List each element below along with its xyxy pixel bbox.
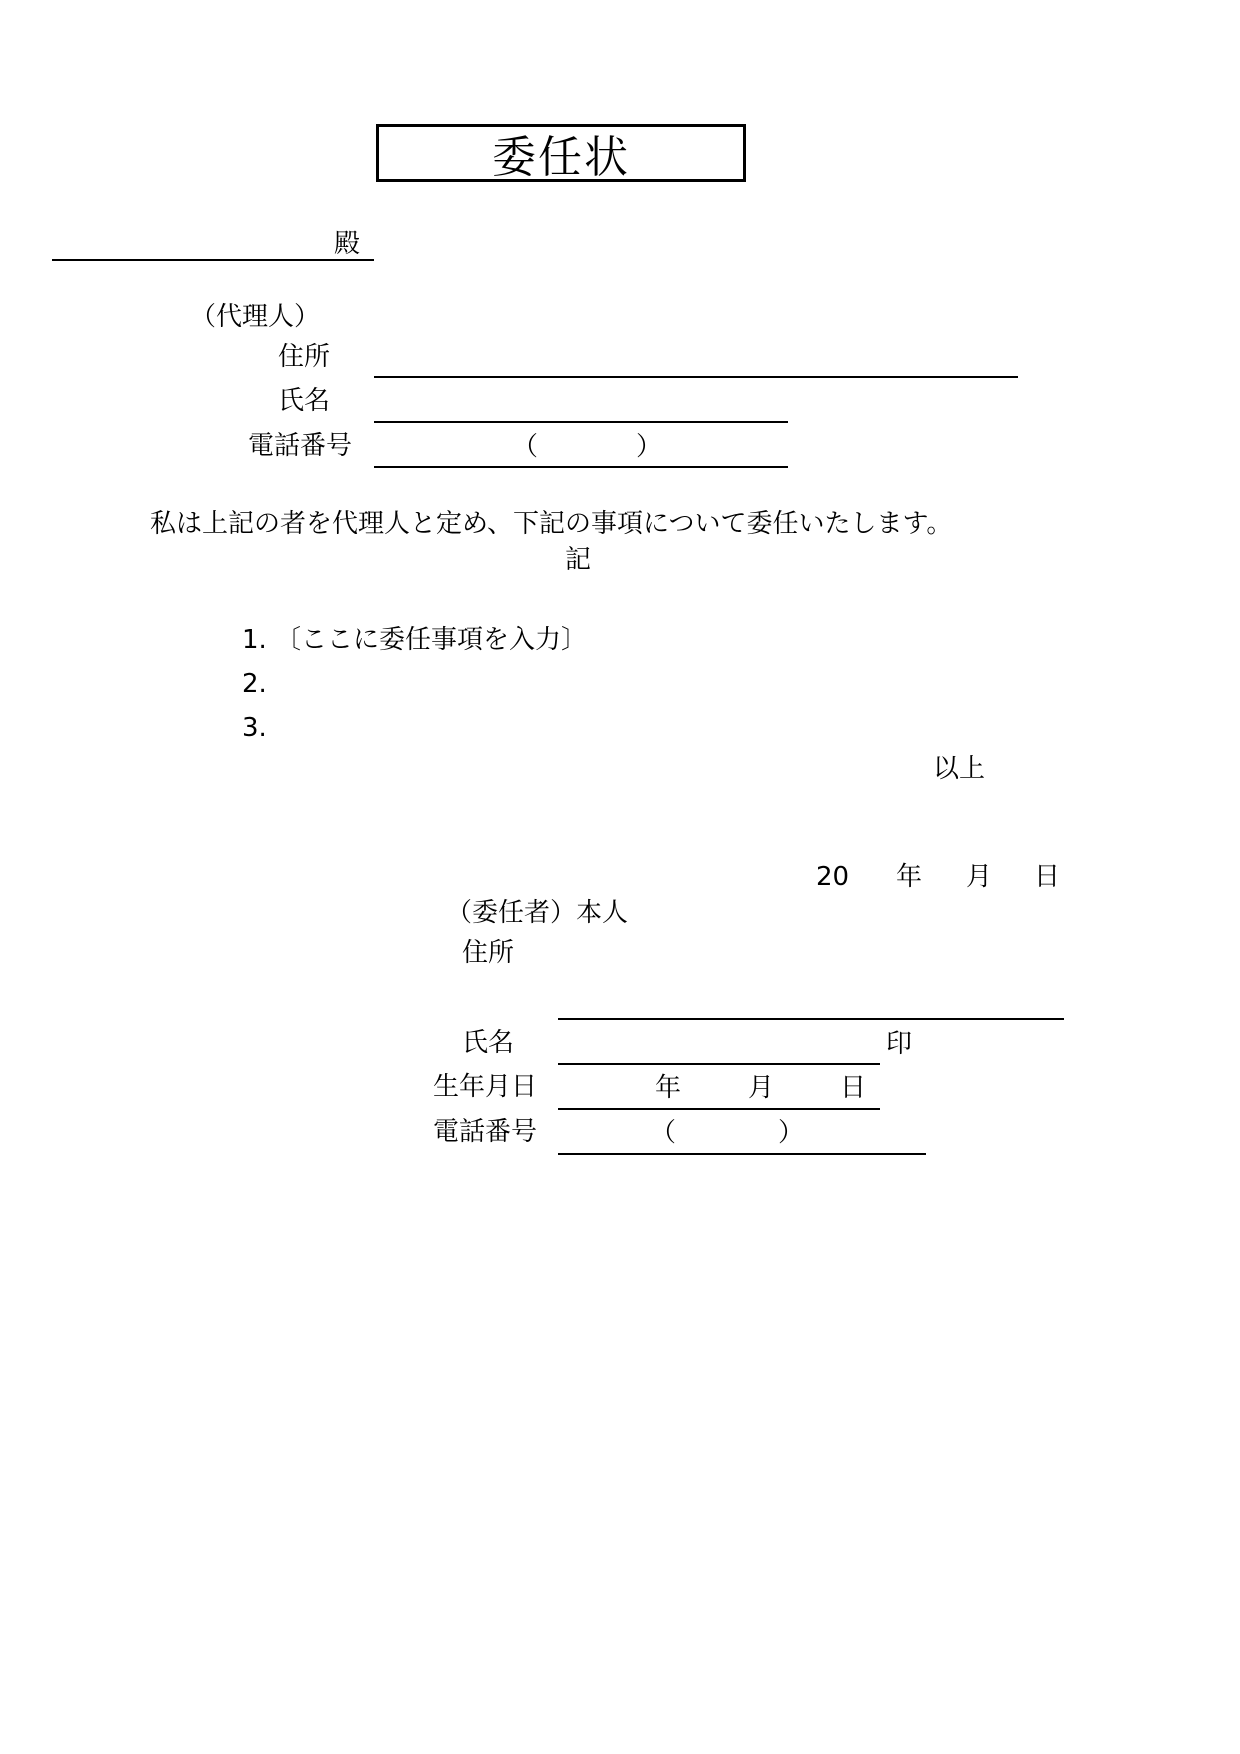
title-box xyxy=(376,124,746,182)
item-number-2: 2. xyxy=(242,669,267,699)
closing-text: 以上 xyxy=(933,754,986,784)
agent-phone-label: 電話番号 xyxy=(248,431,353,461)
date-year: 年 xyxy=(896,862,923,892)
document-title: 委任状 xyxy=(492,132,630,183)
agent-name-line[interactable] xyxy=(374,421,788,423)
agent-address-line[interactable] xyxy=(374,376,1018,378)
principal-section-label: （委任者）本人 xyxy=(446,898,629,928)
principal-birth-label: 生年月日 xyxy=(433,1072,538,1102)
agent-section-label: （代理人） xyxy=(190,302,321,332)
birth-year-unit: 年 xyxy=(655,1073,682,1103)
principal-birth-line[interactable] xyxy=(558,1108,880,1110)
date-day: 日 xyxy=(1034,862,1061,892)
birth-day-unit: 日 xyxy=(840,1073,867,1103)
agent-phone-line[interactable] xyxy=(374,466,788,468)
principal-name-line[interactable] xyxy=(558,1063,880,1065)
principal-address-label: 住所 xyxy=(462,938,515,968)
item-number-1: 1. xyxy=(242,625,267,655)
seal-mark: 印 xyxy=(886,1029,913,1059)
principal-phone-label: 電話番号 xyxy=(433,1117,538,1147)
principal-name-label: 氏名 xyxy=(462,1028,515,1058)
date-era[interactable]: 20 xyxy=(816,862,850,892)
principal-phone-close-paren: ） xyxy=(778,1118,805,1148)
ki-heading: 記 xyxy=(565,545,592,575)
principal-phone-open-paren: （ xyxy=(650,1118,677,1148)
agent-phone-open-paren: （ xyxy=(512,432,539,462)
delegation-statement: 私は上記の者を代理人と定め、下記の事項について委任いたします。 xyxy=(150,509,953,539)
item-number-3: 3. xyxy=(242,713,267,743)
addressee-suffix: 殿 xyxy=(334,229,361,259)
agent-address-label: 住所 xyxy=(278,342,331,372)
birth-month-unit: 月 xyxy=(748,1073,775,1103)
item-text-1[interactable]: 〔ここに委任事項を入力〕 xyxy=(275,625,588,655)
date-month: 月 xyxy=(966,862,993,892)
principal-address-line[interactable] xyxy=(558,1018,1064,1020)
agent-phone-close-paren: ） xyxy=(636,432,663,462)
agent-name-label: 氏名 xyxy=(278,386,331,416)
addressee-line[interactable] xyxy=(52,259,374,261)
principal-phone-line[interactable] xyxy=(558,1153,926,1155)
